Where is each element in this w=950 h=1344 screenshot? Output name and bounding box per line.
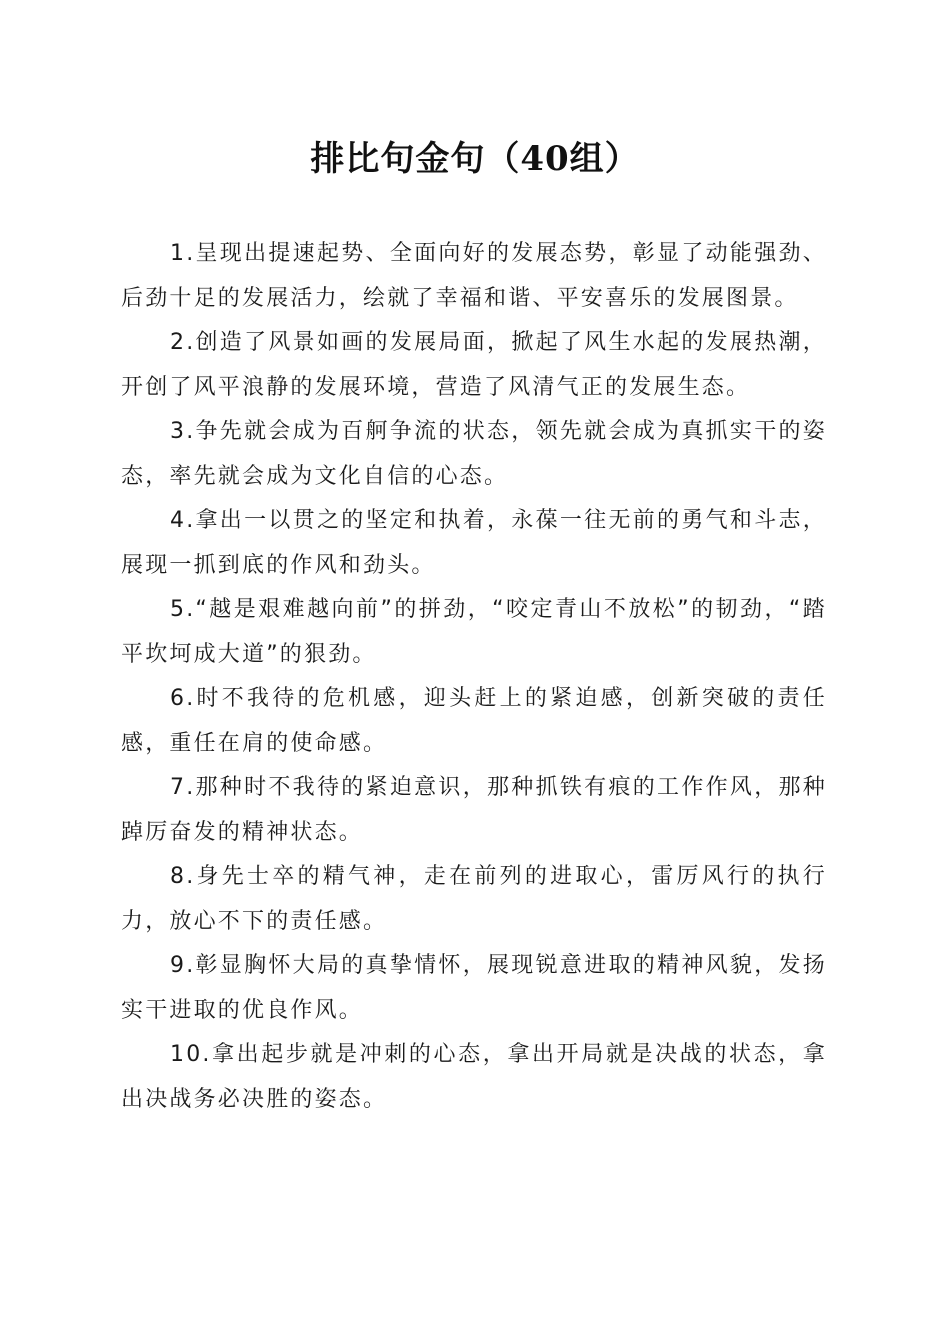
paragraph-9: 9.彰显胸怀大局的真挚情怀，展现锐意进取的精神风貌，发扬实干进取的优良作风。 [121,953,827,1023]
paragraph-10: 10.拿出起步就是冲刺的心态，拿出开局就是决战的状态，拿出决战务必决胜的姿态。 [121,1042,827,1112]
paragraph-3: 3.争先就会成为百舸争流的状态，领先就会成为真抓实干的姿态，率先就会成为文化自信的心态。 [121,419,827,489]
paragraph-5: 5.“越是艰难越向前”的拼劲，“咬定青山不放松”的韧劲，“踏平坎坷成大道”的狠劲。 [121,597,827,667]
paragraph-7: 7.那种时不我待的紧迫意识，那种抓铁有痕的工作作风，那种踔厉奋发的精神状态。 [121,775,827,845]
document-body [121,232,827,1122]
paragraph-8: 8.身先士卒的精气神，走在前列的进取心，雷厉风行的执行力，放心不下的责任感。 [121,864,827,934]
paragraph-1: 1.呈现出提速起势、全面向好的发展态势，彰显了动能强劲、后劲十足的发展活力，绘就了幸福和谐、平安喜乐的发展图景。 [121,241,827,311]
paragraph-2: 2.创造了风景如画的发展局面，掀起了风生水起的发展热潮，开创了风平浪静的发展环境，营造了风清气正的发展生态。 [121,330,827,400]
paragraph-6: 6.时不我待的危机感，迎头赶上的紧迫感，创新突破的责任感，重任在肩的使命感。 [121,686,827,756]
document-title: 排比句金句（40组） [310,139,640,179]
paragraph-4: 4.拿出一以贯之的坚定和执着，永葆一往无前的勇气和斗志，展现一抓到底的作风和劲头。 [121,508,827,578]
